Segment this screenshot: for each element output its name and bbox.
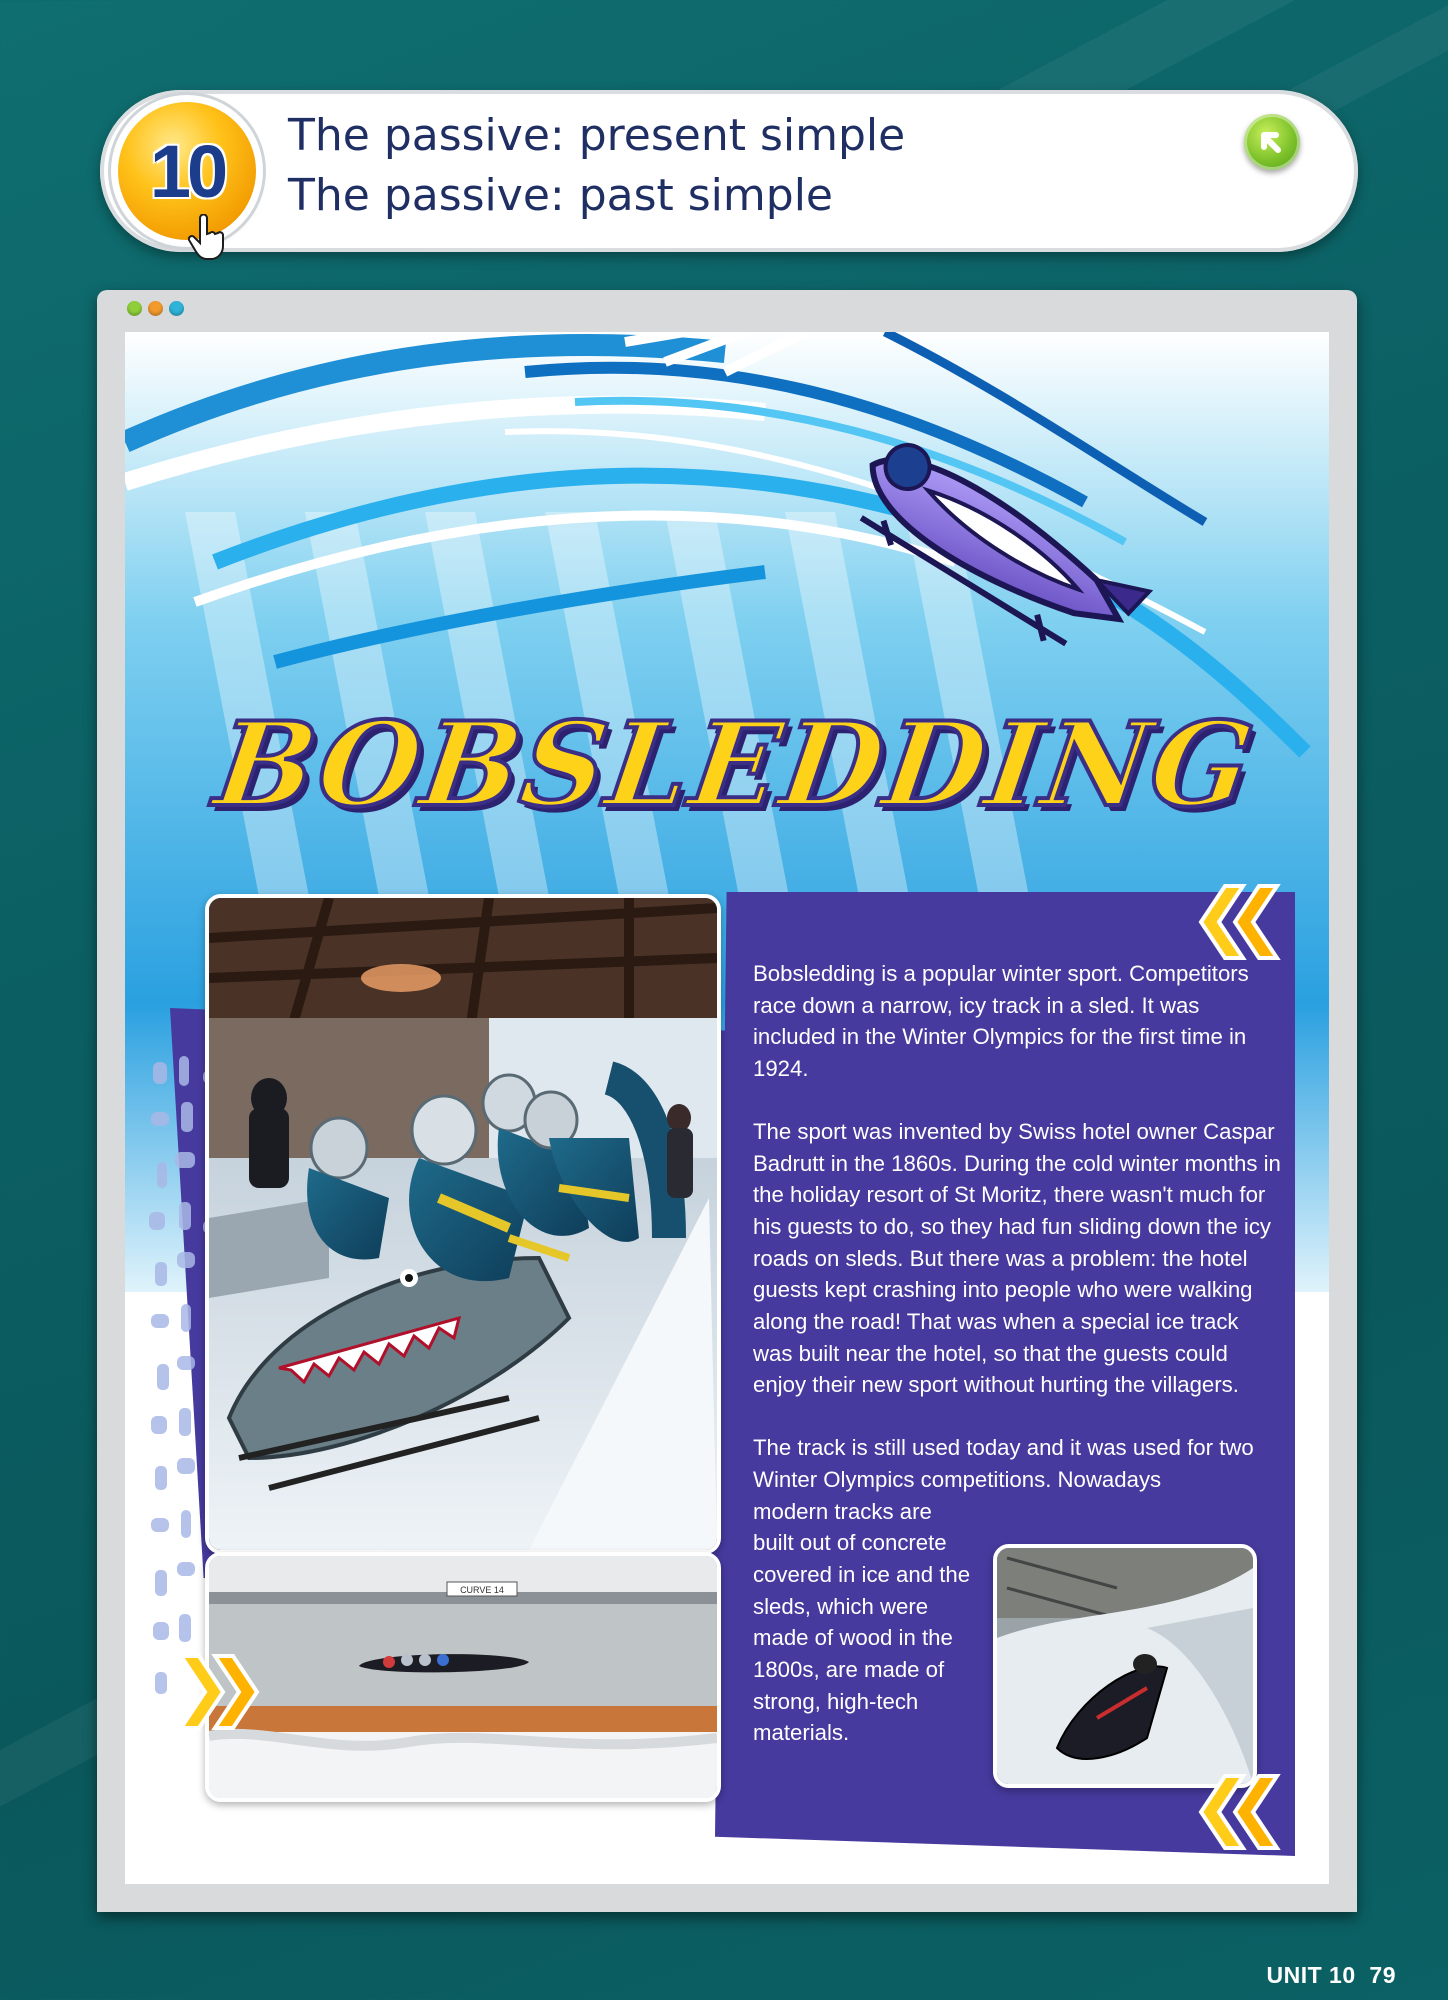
back-arrow-icon <box>1244 114 1300 170</box>
team-push-start-photo <box>205 894 721 1554</box>
article-body <box>753 958 1283 1749</box>
article-paragraph: Bobsledding is a popular winter sport. Competitors race down a narrow, icy track in a sled. It was included in the Winter Olympics for the first time in 1924. <box>753 961 1249 1082</box>
page-number: 79 <box>1369 1962 1396 1988</box>
green-dot[interactable] <box>127 301 142 316</box>
orange-dot[interactable] <box>148 301 163 316</box>
lesson-header <box>100 90 1358 252</box>
sled-on-track-photo <box>205 1552 721 1802</box>
lesson-title-present: The passive: present simple <box>288 110 906 161</box>
curve-sign: CURVE 14 <box>460 1585 504 1595</box>
article-paragraph: modern tracks are built out of concrete covered in ice and the sleds, which were made of wood in the 1800s, are made of strong, high-tech materials. <box>753 1498 971 1746</box>
article-window <box>97 290 1357 1912</box>
article-paragraph: The track is still used today and it was used for two Winter Olympics competitions. Nowadays <box>753 1435 1254 1492</box>
lesson-title-past: The passive: past simple <box>288 170 833 221</box>
hand-pointer-icon <box>188 214 224 260</box>
back-button[interactable] <box>1244 114 1300 170</box>
chevron-bottom-right-icon <box>1185 1772 1281 1852</box>
article-page <box>125 332 1329 1884</box>
unit-label: UNIT 10 <box>1266 1962 1356 1988</box>
article-headline: BOBSLEDDING <box>207 697 1263 833</box>
chevron-top-right-icon <box>1185 882 1281 962</box>
window-controls <box>127 301 184 316</box>
article-paragraph: The sport was invented by Swiss hotel owner Caspar Badrutt in the 1860s. During the cold winter months in the holiday resort of St Moritz, there wasn't much for his guests to do, so they had fun sliding down the icy roads on sleds. But there was a problem: the hotel guests kept crashing into people who were walking along the road! That was when a special ice track was built near the hotel, so that the guests could enjoy their new sport without hurting the villagers. <box>753 1118 1281 1398</box>
unit-number-badge[interactable] <box>118 102 256 240</box>
cyan-dot[interactable] <box>169 301 184 316</box>
chevron-left-icon <box>177 1652 273 1732</box>
unit-number: 10 <box>149 129 225 213</box>
page-footer <box>1266 1962 1396 1989</box>
